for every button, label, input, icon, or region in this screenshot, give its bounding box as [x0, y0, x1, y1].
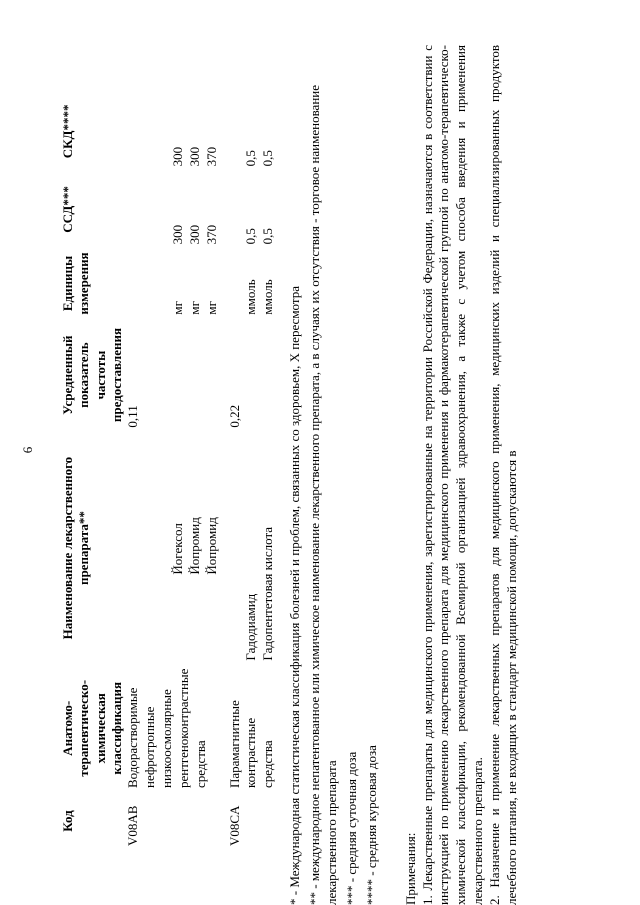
drug-table: [60, 92, 277, 850]
drug-unit: ммоль: [243, 279, 259, 315]
drug-sdd: 0,5: [243, 228, 259, 245]
drug-unit: мг: [203, 301, 219, 315]
drug-name: Йопромид: [203, 517, 219, 575]
drug-sdd: 300: [169, 224, 185, 245]
group-code: V08CA: [226, 805, 242, 846]
header-code: Код: [60, 810, 75, 832]
drug-skd: 370: [203, 146, 219, 167]
drug-sdd: 300: [186, 224, 202, 245]
group-frequency: 0,22: [226, 404, 242, 428]
header-name: Наименование лекарственного препарата**: [60, 456, 92, 640]
drug-skd: 300: [186, 146, 202, 167]
header-frequency: Усредненный показатель частоты предоставления: [60, 328, 124, 423]
drug-name: Гадодиамид: [243, 593, 259, 661]
drug-sdd: 370: [203, 224, 219, 245]
drug-skd: 300: [169, 146, 185, 167]
footnote-3: *** - средняя суточная доза: [343, 751, 359, 905]
drug-unit: ммоль: [260, 279, 276, 315]
notes-title: Примечания:: [402, 832, 418, 905]
group-atc: Парамагнитные контрастные средства: [226, 700, 276, 788]
drug-name: Гадопентетовая кислота: [260, 526, 276, 661]
group-code: V08AB: [125, 805, 140, 846]
group-frequency: 0,11: [125, 405, 140, 428]
footnote-4: **** - средняя курсовая доза: [363, 745, 379, 905]
header-atc: Анатомо-терапевтическо-химическая классификация: [60, 679, 124, 777]
note-item: 2. Назначение и применение лекарственных препаратов для медицинского применения, медицинских изделий и специализированных продуктов лечебного питания, не входящих в стандарт медицинской помощи, допускаются в: [487, 45, 520, 905]
note-item: 1. Лекарственные препараты для медицинского применения, зарегистрированные на территории Российской Федерации, назначаются в соответствии с инструкцией по применению лекарственного препарата для медицинского применения и фармакотерапевтической группой по анатомо-терапевтическо-химической классификации, рекомендованной Всемирной организацией здравоохранения, а также с учетом способа введения и применения лекарственного препарата.: [419, 45, 486, 905]
drug-unit: мг: [169, 301, 185, 315]
table-row: [125, 92, 142, 850]
drug-unit: мг: [186, 301, 202, 315]
document-body: [60, 45, 620, 905]
header-skd: СКД****: [60, 104, 75, 159]
group-atc: Водорастворимые нефротропные низкоосмолярные рентгеноконтрастные средства: [125, 668, 208, 788]
footnote-2: ** - международное непатентованное или химическое наименование лекарственного препарата, а в случаях их отсутствия - торговое наименование лекарственного препарата: [307, 84, 340, 905]
table-row: [221, 92, 244, 850]
header-unit: Единицы измерения: [60, 252, 92, 315]
footnotes: [287, 45, 380, 905]
notes-section: [403, 45, 521, 905]
table-header-row: [60, 92, 125, 850]
drug-skd: 0,5: [243, 150, 259, 167]
drug-skd: 0,5: [260, 150, 276, 167]
drug-name: Йогексол: [169, 523, 185, 575]
page-number: 6: [20, 446, 35, 454]
footnote-1: * - Международная статистическая классификация болезней и проблем, связанных со здоровьем, X пересмотра: [287, 286, 303, 905]
drug-name: Йопромид: [186, 517, 202, 575]
drug-sdd: 0,5: [260, 228, 276, 245]
header-sdd: ССД***: [60, 186, 75, 233]
